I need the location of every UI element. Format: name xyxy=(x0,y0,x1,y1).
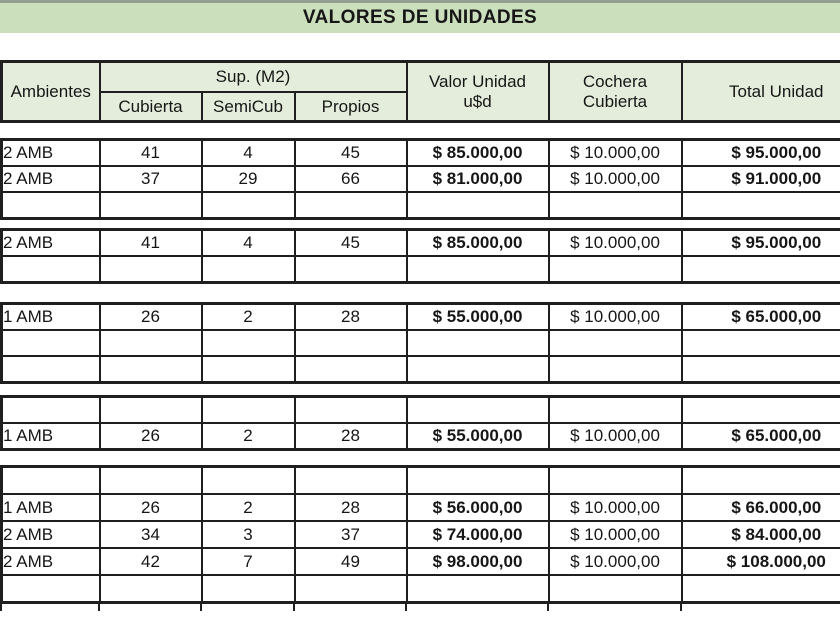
cell-valor-unidad xyxy=(407,575,549,603)
title-bar xyxy=(0,0,840,33)
cell-ambientes xyxy=(2,575,100,603)
cell-propios xyxy=(295,356,407,383)
col-header-valor-unidad xyxy=(407,62,549,122)
cell-cochera: $ 10.000,00 xyxy=(549,548,682,575)
cell-propios: 49 xyxy=(295,548,407,575)
cell-cochera: $ 10.000,00 xyxy=(549,423,682,450)
table-section-3 xyxy=(0,302,840,384)
col-header-cochera-cubierta xyxy=(549,62,682,122)
cell-total-unidad xyxy=(682,467,840,495)
table-row xyxy=(2,140,840,167)
table-row xyxy=(2,192,840,219)
cell-cochera xyxy=(549,330,682,356)
cell-cubierta xyxy=(100,356,202,383)
table-row xyxy=(2,494,840,521)
cell-ambientes xyxy=(2,397,100,424)
table-row xyxy=(2,423,840,450)
cell-ambientes: 1 AMB xyxy=(2,494,100,521)
col-header-propios: Propios xyxy=(295,92,407,122)
cell-cochera: $ 10.000,00 xyxy=(549,304,682,331)
cell-propios xyxy=(295,330,407,356)
cell-total-unidad xyxy=(682,192,840,219)
cell-valor-unidad: $ 81.000,00 xyxy=(407,166,549,192)
table-row xyxy=(2,397,840,424)
cell-cubierta: 41 xyxy=(100,230,202,257)
table-row xyxy=(2,356,840,383)
page-title: VALORES DE UNIDADES xyxy=(302,7,538,28)
cut-off-row-tick xyxy=(547,604,549,611)
table-section-1 xyxy=(0,138,840,220)
cell-ambientes: 1 AMB xyxy=(2,423,100,450)
cell-valor-unidad xyxy=(407,467,549,495)
col-header-valor-line1: Valor Unidad xyxy=(428,71,527,91)
cell-propios xyxy=(295,256,407,283)
cell-valor-unidad xyxy=(407,330,549,356)
cell-cochera: $ 10.000,00 xyxy=(549,230,682,257)
cell-total-unidad xyxy=(682,356,840,383)
cell-propios: 45 xyxy=(295,140,407,167)
cell-valor-unidad: $ 74.000,00 xyxy=(407,521,549,548)
cell-ambientes: 2 AMB xyxy=(2,521,100,548)
table-header xyxy=(0,60,840,123)
cell-semicub xyxy=(202,467,295,495)
cell-semicub xyxy=(202,397,295,424)
cell-ambientes xyxy=(2,330,100,356)
cell-cubierta: 42 xyxy=(100,548,202,575)
table-row xyxy=(2,304,840,331)
cell-semicub: 4 xyxy=(202,140,295,167)
cell-propios: 28 xyxy=(295,423,407,450)
cell-ambientes: 2 AMB xyxy=(2,140,100,167)
cell-valor-unidad xyxy=(407,256,549,283)
cell-propios: 28 xyxy=(295,494,407,521)
cell-semicub: 2 xyxy=(202,494,295,521)
cell-cubierta xyxy=(100,575,202,603)
cell-cubierta xyxy=(100,330,202,356)
cell-propios xyxy=(295,192,407,219)
table-row xyxy=(2,166,840,192)
cell-total-unidad xyxy=(682,256,840,283)
cell-valor-unidad xyxy=(407,397,549,424)
col-header-total-unidad: Total Unidad xyxy=(682,62,840,122)
cell-valor-unidad xyxy=(407,356,549,383)
table-row xyxy=(2,330,840,356)
table-row xyxy=(2,575,840,603)
cell-total-unidad xyxy=(682,397,840,424)
cell-ambientes xyxy=(2,192,100,219)
cell-semicub xyxy=(202,330,295,356)
cell-semicub: 2 xyxy=(202,423,295,450)
cell-cubierta xyxy=(100,256,202,283)
col-header-ambientes: Ambientes xyxy=(2,62,100,122)
cell-semicub: 3 xyxy=(202,521,295,548)
cell-propios: 45 xyxy=(295,230,407,257)
table-section-4 xyxy=(0,395,840,451)
table-row xyxy=(2,467,840,495)
table-row xyxy=(2,548,840,575)
cell-valor-unidad: $ 85.000,00 xyxy=(407,140,549,167)
cell-cubierta: 34 xyxy=(100,521,202,548)
cell-cochera xyxy=(549,256,682,283)
col-header-cochera-line1: Cochera xyxy=(582,71,648,91)
cell-total-unidad: $ 66.000,00 xyxy=(682,494,840,521)
cell-valor-unidad: $ 55.000,00 xyxy=(407,304,549,331)
cell-total-unidad: $ 91.000,00 xyxy=(682,166,840,192)
cell-ambientes: 2 AMB xyxy=(2,548,100,575)
cell-cochera: $ 10.000,00 xyxy=(549,166,682,192)
cell-cubierta: 37 xyxy=(100,166,202,192)
cell-ambientes: 1 AMB xyxy=(2,304,100,331)
cell-cubierta: 26 xyxy=(100,304,202,331)
cell-cubierta xyxy=(100,192,202,219)
cell-valor-unidad: $ 85.000,00 xyxy=(407,230,549,257)
col-header-cochera-line2: Cubierta xyxy=(582,91,648,111)
cut-off-row-tick xyxy=(0,604,2,611)
cell-total-unidad: $ 95.000,00 xyxy=(682,230,840,257)
cut-off-row-tick xyxy=(200,604,202,611)
cell-semicub xyxy=(202,575,295,603)
cell-total-unidad: $ 108.000,00 xyxy=(682,548,840,575)
cell-propios xyxy=(295,397,407,424)
cell-semicub xyxy=(202,192,295,219)
cell-ambientes xyxy=(2,467,100,495)
cell-cochera: $ 10.000,00 xyxy=(549,494,682,521)
table-row xyxy=(2,521,840,548)
cell-total-unidad: $ 84.000,00 xyxy=(682,521,840,548)
cell-semicub: 29 xyxy=(202,166,295,192)
cell-propios: 37 xyxy=(295,521,407,548)
cell-valor-unidad: $ 55.000,00 xyxy=(407,423,549,450)
cell-semicub: 7 xyxy=(202,548,295,575)
cell-cochera: $ 10.000,00 xyxy=(549,140,682,167)
cell-total-unidad xyxy=(682,575,840,603)
col-header-sup-m2: Sup. (M2) xyxy=(100,62,407,93)
cell-total-unidad: $ 65.000,00 xyxy=(682,423,840,450)
cell-cubierta xyxy=(100,397,202,424)
cell-cochera xyxy=(549,467,682,495)
cell-propios xyxy=(295,575,407,603)
cut-off-row-tick xyxy=(680,604,682,611)
cell-cubierta: 26 xyxy=(100,423,202,450)
cell-cochera xyxy=(549,192,682,219)
cell-cubierta xyxy=(100,467,202,495)
cell-propios: 66 xyxy=(295,166,407,192)
cell-cubierta: 26 xyxy=(100,494,202,521)
table-section-2 xyxy=(0,228,840,284)
cell-total-unidad xyxy=(682,330,840,356)
cell-valor-unidad: $ 98.000,00 xyxy=(407,548,549,575)
cell-semicub: 2 xyxy=(202,304,295,331)
cell-ambientes xyxy=(2,356,100,383)
col-header-valor-line2: u$d xyxy=(463,91,492,111)
cell-total-unidad: $ 65.000,00 xyxy=(682,304,840,331)
table-row xyxy=(2,230,840,257)
cell-valor-unidad: $ 56.000,00 xyxy=(407,494,549,521)
cell-propios: 28 xyxy=(295,304,407,331)
cell-semicub xyxy=(202,256,295,283)
table-row xyxy=(2,256,840,283)
table-section-5 xyxy=(0,465,840,604)
cut-off-row-tick xyxy=(293,604,295,611)
cell-valor-unidad xyxy=(407,192,549,219)
cell-cochera xyxy=(549,575,682,603)
col-header-cubierta: Cubierta xyxy=(100,92,202,122)
cell-propios xyxy=(295,467,407,495)
cell-cochera xyxy=(549,356,682,383)
cell-total-unidad: $ 95.000,00 xyxy=(682,140,840,167)
cell-ambientes: 2 AMB xyxy=(2,230,100,257)
cell-ambientes: 2 AMB xyxy=(2,166,100,192)
col-header-semicub: SemiCub xyxy=(202,92,295,122)
cell-ambientes xyxy=(2,256,100,283)
cell-semicub xyxy=(202,356,295,383)
cell-cochera: $ 10.000,00 xyxy=(549,521,682,548)
cell-cochera xyxy=(549,397,682,424)
cut-off-row-tick xyxy=(98,604,100,611)
cut-off-row-tick xyxy=(405,604,407,611)
cell-semicub: 4 xyxy=(202,230,295,257)
cell-cubierta: 41 xyxy=(100,140,202,167)
